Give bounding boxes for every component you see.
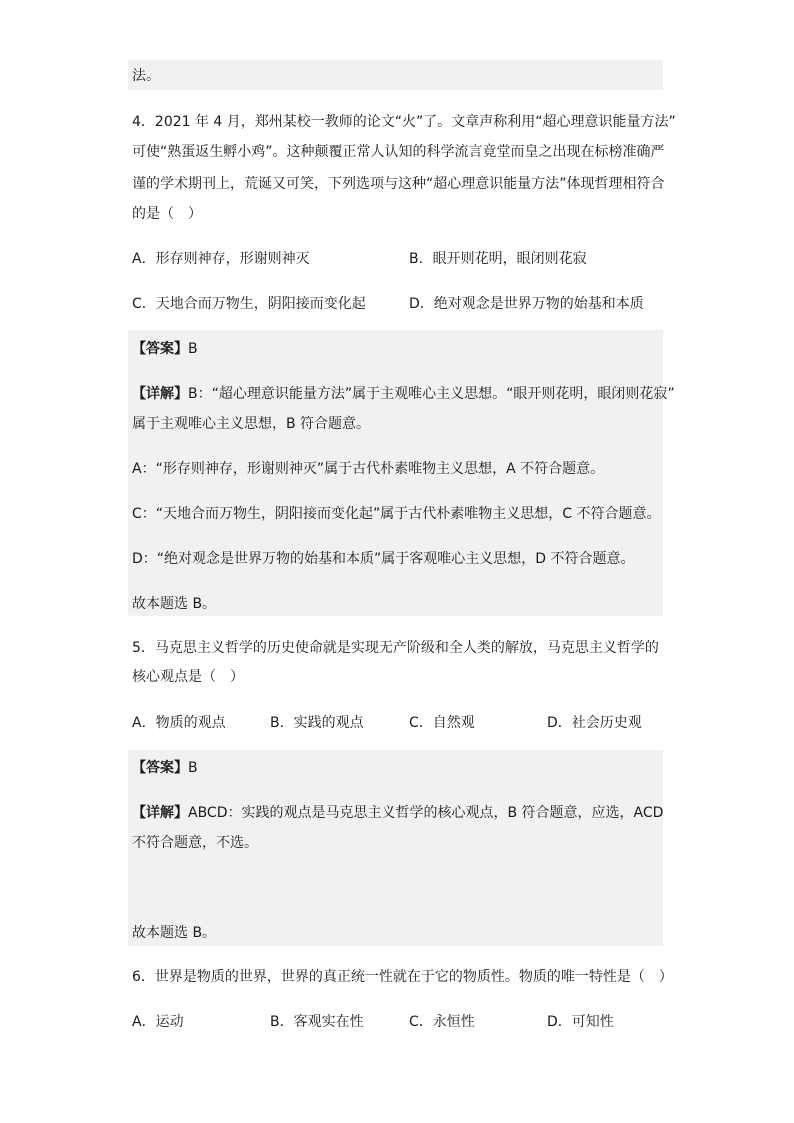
answer-block-q3-tail (128, 60, 663, 90)
answer-label: 【答案】 (132, 341, 188, 357)
q4-option-c: C．天地合而万物生，阴阳接而变化起 (132, 296, 366, 312)
q4-option-b: B．眼开则花明，眼闭则花寂 (409, 251, 587, 267)
q5-option-c: C．自然观 (409, 715, 475, 731)
q4-answer (132, 339, 198, 359)
detail-text: ABCD：实践的观点是马克思主义哲学的核心观点，B 符合题意，应选，ACD (188, 805, 664, 821)
q4-conclusion: 故本题选 B。 (132, 596, 217, 612)
q6-option-a: A．运动 (132, 1014, 184, 1030)
q4-explain-a: A：“形存则神存，形谢则神灭”属于古代朴素唯物主义思想，A 不符合题意。 (132, 461, 605, 477)
q6-option-b: B．客观实在性 (270, 1014, 364, 1030)
q4-explain-c: C：“天地合而万物生，阴阳接而变化起”属于古代朴素唯物主义思想，C 不符合题意。 (132, 506, 661, 522)
q4-detail-line-1 (132, 384, 675, 404)
q5-stem-line-1: 5．马克思主义哲学的历史使命就是实现无产阶级和全人类的解放，马克思主义哲学的 (132, 640, 659, 656)
q4-explain-d: D：“绝对观念是世界万物的始基和本质”属于客观唯心主义思想，D 不符合题意。 (132, 551, 635, 567)
q6-option-d: D．可知性 (547, 1014, 614, 1030)
q4-option-d: D．绝对观念是世界万物的始基和本质 (409, 296, 644, 312)
detail-label: 【详解】 (132, 805, 188, 821)
q4-stem-line-1: 4．2021 年 4 月，郑州某校一教师的论文“火”了。文章声称利用“超心理意识能量方法” (132, 114, 676, 130)
q5-stem-line-2: 核心观点是（ ） (132, 669, 244, 685)
q4-detail-line-2: 属于主观唯心主义思想，B 符合题意。 (132, 416, 371, 432)
q4-stem-line-3: 谨的学术期刊上，荒诞又可笑，下列选项与这种“超心理意识能量方法”体现哲理相符合 (132, 176, 665, 192)
q4-stem-line-2: 可使“熟蛋返生孵小鸡”。这种颠覆正常人认知的科学流言竟堂而皇之出现在标榜准确严 (132, 144, 665, 160)
q6-option-c: C．永恒性 (409, 1014, 475, 1030)
q5-answer (132, 758, 198, 778)
q4-stem-line-4: 的是（ ） (132, 206, 202, 222)
q5-option-d: D．社会历史观 (547, 715, 642, 731)
previous-answer-fragment: 法。 (132, 68, 160, 84)
answer-value: B (188, 341, 198, 357)
q4-option-a: A．形存则神存，形谢则神灭 (132, 251, 310, 267)
answer-label: 【答案】 (132, 760, 188, 776)
q5-detail-line-2: 不符合题意，不选。 (132, 835, 258, 851)
q5-option-a: A．物质的观点 (132, 715, 226, 731)
detail-text: B：“超心理意识能量方法”属于主观唯心主义思想。“眼开则花明，眼闭则花寂” (188, 386, 675, 402)
q5-detail-line-1 (132, 803, 663, 823)
answer-value: B (188, 760, 198, 776)
q6-stem: 6．世界是物质的世界，世界的真正统一性就在于它的物质性。物质的唯一特性是（ ） (132, 969, 673, 985)
detail-label: 【详解】 (132, 386, 188, 402)
q5-conclusion: 故本题选 B。 (132, 925, 217, 941)
q5-option-b: B．实践的观点 (270, 715, 364, 731)
